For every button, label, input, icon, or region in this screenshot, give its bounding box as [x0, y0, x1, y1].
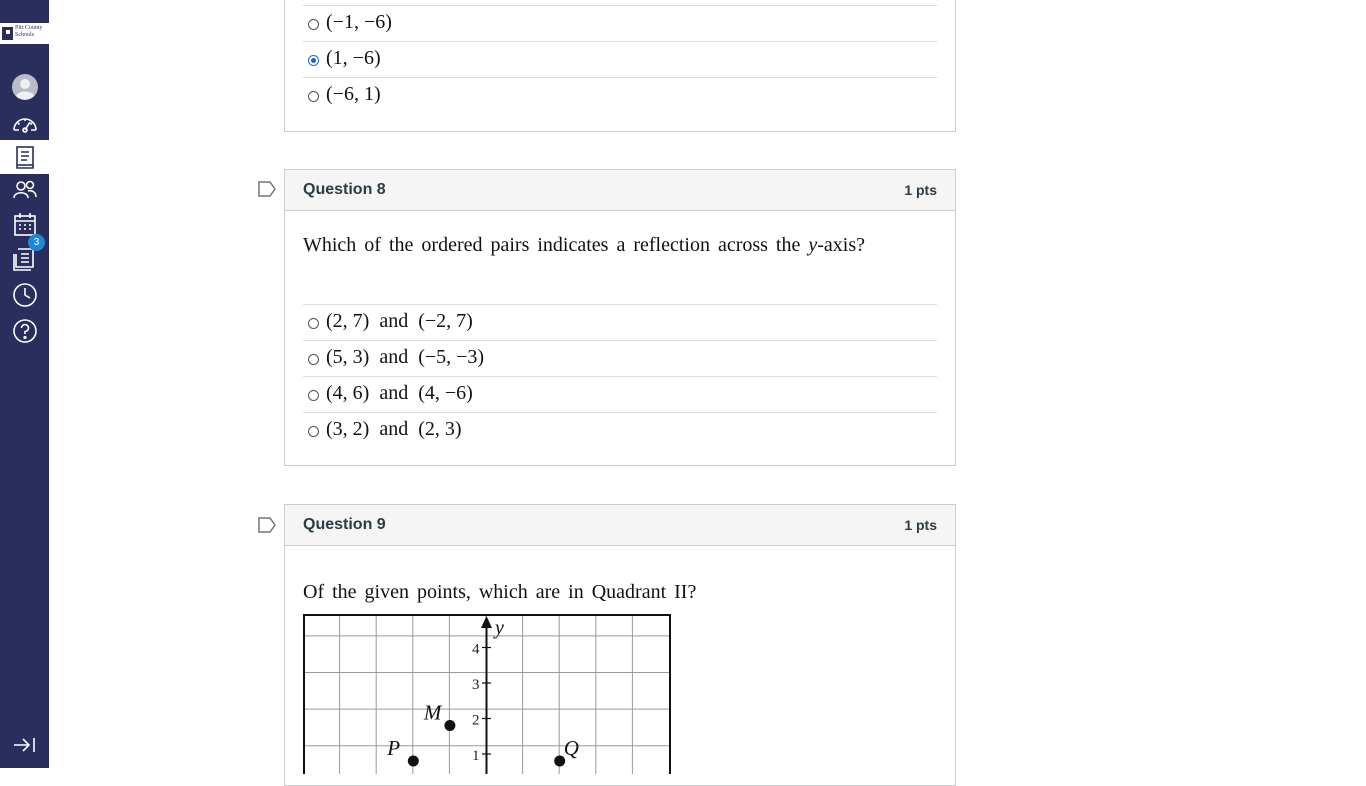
y-tick-label: 2: [472, 712, 480, 729]
global-navigation: [0, 0, 49, 768]
flag-question-icon[interactable]: [258, 181, 276, 197]
question-title: Question 9: [303, 516, 386, 533]
nav-history[interactable]: [0, 278, 49, 312]
answer-text: (2, 7) and (−2, 7): [326, 310, 473, 332]
nav-groups[interactable]: [0, 173, 49, 207]
question-8-card: [284, 169, 956, 466]
answer-option[interactable]: [303, 340, 937, 376]
y-axis-arrow-icon: [481, 616, 492, 628]
question-points: 1 pts: [904, 182, 937, 198]
question-text-line: Which of the ordered pairs indicates a reflection across the: [303, 234, 801, 256]
question-text: [303, 579, 943, 605]
answer-option[interactable]: [303, 376, 937, 412]
account-avatar-icon: [11, 73, 39, 101]
answer-radio[interactable]: [308, 354, 319, 365]
point-P: [408, 756, 419, 767]
answer-radio-selected[interactable]: [308, 55, 319, 66]
answer-radio[interactable]: [308, 390, 319, 401]
logo-text: Pitt County Schools: [15, 25, 43, 38]
question-header: [285, 505, 955, 546]
answer-text: (4, 6) and (4, −6): [326, 382, 473, 404]
answer-radio[interactable]: [308, 91, 319, 102]
answer-option[interactable]: [303, 5, 937, 41]
answer-text: (1, −6): [326, 47, 381, 69]
answer-text: (3, 2) and (2, 3): [326, 418, 462, 440]
question-text: [303, 232, 865, 258]
answer-option[interactable]: [303, 412, 937, 448]
answer-text: (−1, −6): [326, 11, 392, 33]
question-text-suffix: -axis?: [817, 234, 866, 256]
answer-radio[interactable]: [308, 318, 319, 329]
logo-mark-icon: [2, 27, 13, 40]
question-text-variable: y: [808, 234, 818, 256]
answer-option[interactable]: [303, 304, 937, 340]
nav-account[interactable]: [0, 70, 49, 104]
history-clock-icon: [11, 281, 39, 309]
question-7-card: [284, 0, 956, 132]
collapse-nav-button[interactable]: [0, 728, 49, 762]
nav-courses[interactable]: [0, 140, 49, 174]
inbox-unread-badge: 3: [28, 234, 45, 251]
point-M: [444, 720, 455, 731]
answer-option[interactable]: [303, 77, 937, 113]
question-header: [285, 170, 955, 211]
groups-icon: [11, 176, 39, 204]
question-text-line: Of the given points, which are in Quadrant II?: [303, 581, 697, 603]
flag-question-icon[interactable]: [258, 517, 276, 533]
point-label-Q: Q: [563, 736, 579, 760]
answer-option[interactable]: [303, 41, 937, 77]
help-icon: [11, 317, 39, 345]
answer-radio[interactable]: [308, 19, 319, 30]
nav-inbox[interactable]: [0, 237, 49, 276]
question-7-answers: [303, 5, 937, 113]
nav-help[interactable]: [0, 314, 49, 348]
dashboard-icon: [11, 110, 39, 138]
y-tick-label: 3: [472, 677, 480, 693]
courses-icon: [11, 143, 39, 171]
y-tick-label: 4: [472, 641, 480, 658]
answer-radio[interactable]: [308, 426, 319, 437]
question-points: 1 pts: [904, 517, 937, 533]
school-logo[interactable]: [0, 23, 49, 44]
plotted-points: [386, 701, 579, 767]
collapse-nav-icon: [11, 731, 39, 759]
question-title: Question 8: [303, 181, 386, 198]
nav-dashboard[interactable]: [0, 107, 49, 141]
question-8-answers: [303, 304, 937, 448]
answer-text: (−6, 1): [326, 83, 381, 105]
coordinate-grid: [303, 614, 671, 774]
answer-text: (5, 3) and (−5, −3): [326, 346, 485, 368]
point-label-M: M: [423, 700, 442, 725]
y-tick-label: 1: [472, 748, 480, 764]
y-axis-label: y: [495, 617, 504, 639]
point-label-P: P: [387, 736, 401, 760]
